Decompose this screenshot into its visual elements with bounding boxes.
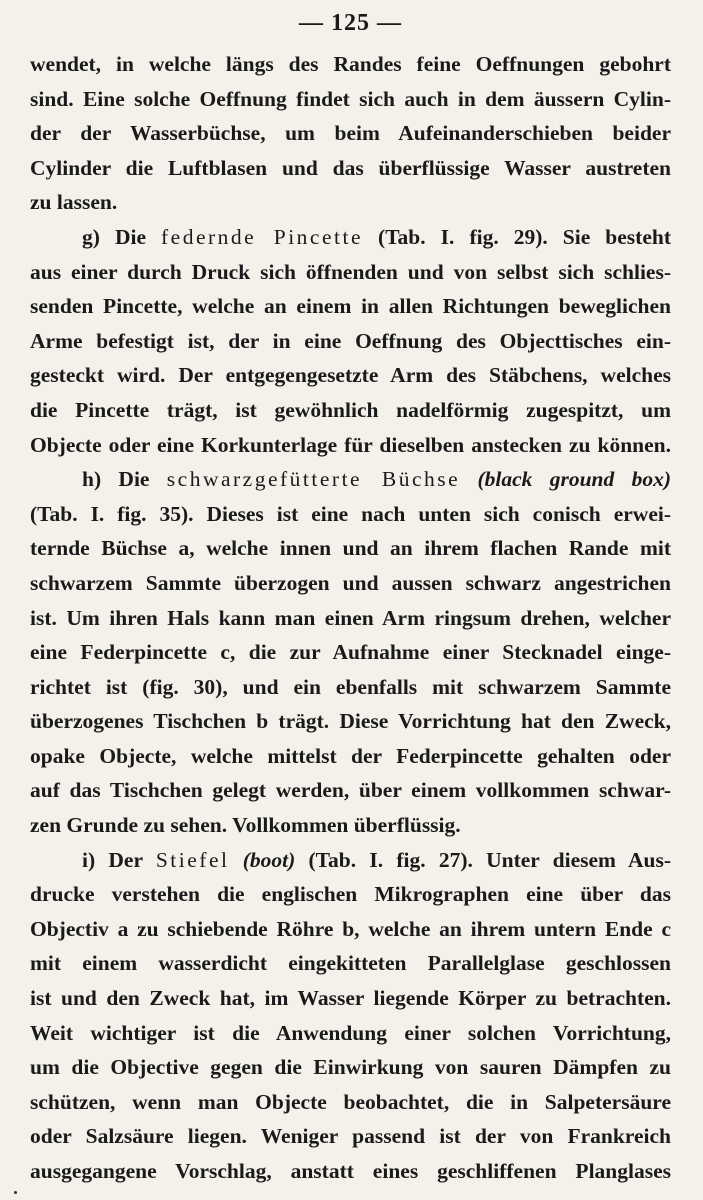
line-text: (Tab. I. fig. 27). Unter diesem Aus- <box>295 847 672 872</box>
english-term: (boot) <box>242 847 296 872</box>
text-line <box>30 531 671 566</box>
line-text: senden Pincette, welche an einem in allen Richtungen beweglichen <box>30 294 671 319</box>
line-text: h) Die <box>82 467 167 492</box>
line-text: auf das Tischchen gelegt werden, über einem vollkommen schwar- <box>30 778 671 803</box>
line-text: gesteckt wird. Der entgegengesetzte Arm des Stäbchens, welches <box>30 363 671 388</box>
line-text: Cylinder die Luftblasen und das überflüssige Wasser austreten <box>30 155 671 180</box>
line-text: zen Grunde zu sehen. Vollkommen überflüssig. <box>30 813 461 838</box>
body-text <box>30 47 671 1189</box>
page-number: — 125 — <box>299 10 402 36</box>
line-text: ist. Um ihren Hals kann man einen Arm ringsum drehen, welcher <box>30 605 671 630</box>
text-line <box>30 47 671 82</box>
line-text: eine Federpincette c, die zur Aufnahme einer Stecknadel einge- <box>30 640 671 665</box>
spaced-term: Stiefel <box>155 847 230 872</box>
text-line <box>30 428 671 463</box>
text-line <box>30 1050 671 1085</box>
line-text: um die Objective gegen die Einwirkung von sauren Dämpfen zu <box>30 1055 671 1080</box>
text-line <box>30 289 671 324</box>
line-text: (Tab. I. fig. 29). Sie besteht <box>363 224 671 249</box>
line-text: schwarzem Sammte überzogen und aussen schwarz angestrichen <box>30 570 671 595</box>
line-text: zu lassen. <box>30 190 118 215</box>
line-text: wendet, in welche längs des Randes feine Oeffnungen gebohrt <box>30 52 671 76</box>
text-line <box>30 151 671 186</box>
text-line <box>30 1154 671 1189</box>
line-text: Objecte oder eine Korkunterlage für dieselben anstecken zu können. <box>30 432 671 457</box>
text-line <box>30 808 671 843</box>
text-line <box>30 739 671 774</box>
text-line <box>30 255 671 290</box>
text-line <box>30 358 671 393</box>
text-line <box>30 670 671 705</box>
line-text: aus einer durch Druck sich öffnenden und von selbst sich schlies- <box>30 259 671 284</box>
text-line <box>30 393 671 428</box>
text-line <box>30 601 671 636</box>
text-line <box>30 773 671 808</box>
line-text: ternde Büchse a, welche innen und an ihrem flachen Rande mit <box>30 536 671 561</box>
line-text: die Pincette trägt, ist gewöhnlich nadelförmig zugespitzt, um <box>30 397 671 422</box>
text-line <box>30 462 671 497</box>
text-line <box>30 82 671 117</box>
line-text <box>460 467 477 491</box>
line-text: überzogenes Tischchen b trägt. Diese Vorrichtung hat den Zweck, <box>30 709 671 734</box>
text-line <box>30 116 671 151</box>
line-text: ist und den Zweck hat, im Wasser liegende Körper zu betrachten. <box>30 986 671 1011</box>
text-line <box>30 843 671 878</box>
text-line <box>30 566 671 601</box>
line-text: i) Der <box>82 847 156 872</box>
text-line <box>30 1085 671 1120</box>
spaced-term: federnde Pincette <box>161 224 363 249</box>
line-text: sind. Eine solche Oeffnung findet sich auch in dem äussern Cylin- <box>30 86 671 111</box>
line-text: mit einem wasserdicht eingekitteten Parallelglase geschlossen <box>30 951 671 976</box>
text-line <box>30 324 671 359</box>
line-text: Objectiv a zu schiebende Röhre b, welche an ihrem untern Ende c <box>30 916 671 941</box>
line-text: schützen, wenn man Objecte beobachtet, die in Salpetersäure <box>30 1089 671 1114</box>
line-text: Weit wichtiger ist die Anwendung einer solchen Vorrichtung, <box>30 1020 671 1045</box>
line-text: oder Salzsäure liegen. Weniger passend ist der von Frankreich <box>30 1124 671 1149</box>
text-line <box>30 635 671 670</box>
line-text: drucke verstehen die englischen Mikrographen eine über das <box>30 882 671 907</box>
text-line <box>30 981 671 1016</box>
line-text: der der Wasserbüchse, um beim Aufeinanderschieben beider <box>30 121 671 146</box>
print-speck <box>14 1191 17 1194</box>
english-term: (black ground box) <box>477 467 671 492</box>
text-line <box>30 497 671 532</box>
line-text: richtet ist (fig. 30), und ein ebenfalls mit schwarzem Sammte <box>30 674 671 699</box>
line-text: ausgegangene Vorschlag, anstatt eines geschliffenen Planglases <box>30 1159 671 1183</box>
text-line <box>30 220 671 255</box>
line-text <box>229 848 242 872</box>
text-line <box>30 946 671 981</box>
line-text: (Tab. I. fig. 35). Dieses ist eine nach unten sich conisch erwei- <box>30 501 671 526</box>
text-line <box>30 1016 671 1051</box>
text-line <box>30 1119 671 1154</box>
line-text: opake Objecte, welche mittelst der Federpincette gehalten oder <box>30 743 671 768</box>
text-line <box>30 877 671 912</box>
spaced-term: schwarzgefütterte Büchse <box>166 467 461 492</box>
text-line <box>30 185 671 220</box>
text-line <box>30 912 671 947</box>
text-line <box>30 704 671 739</box>
line-text: g) Die <box>82 224 162 249</box>
line-text: Arme befestigt ist, der in eine Oeffnung des Objecttisches ein- <box>30 328 671 353</box>
